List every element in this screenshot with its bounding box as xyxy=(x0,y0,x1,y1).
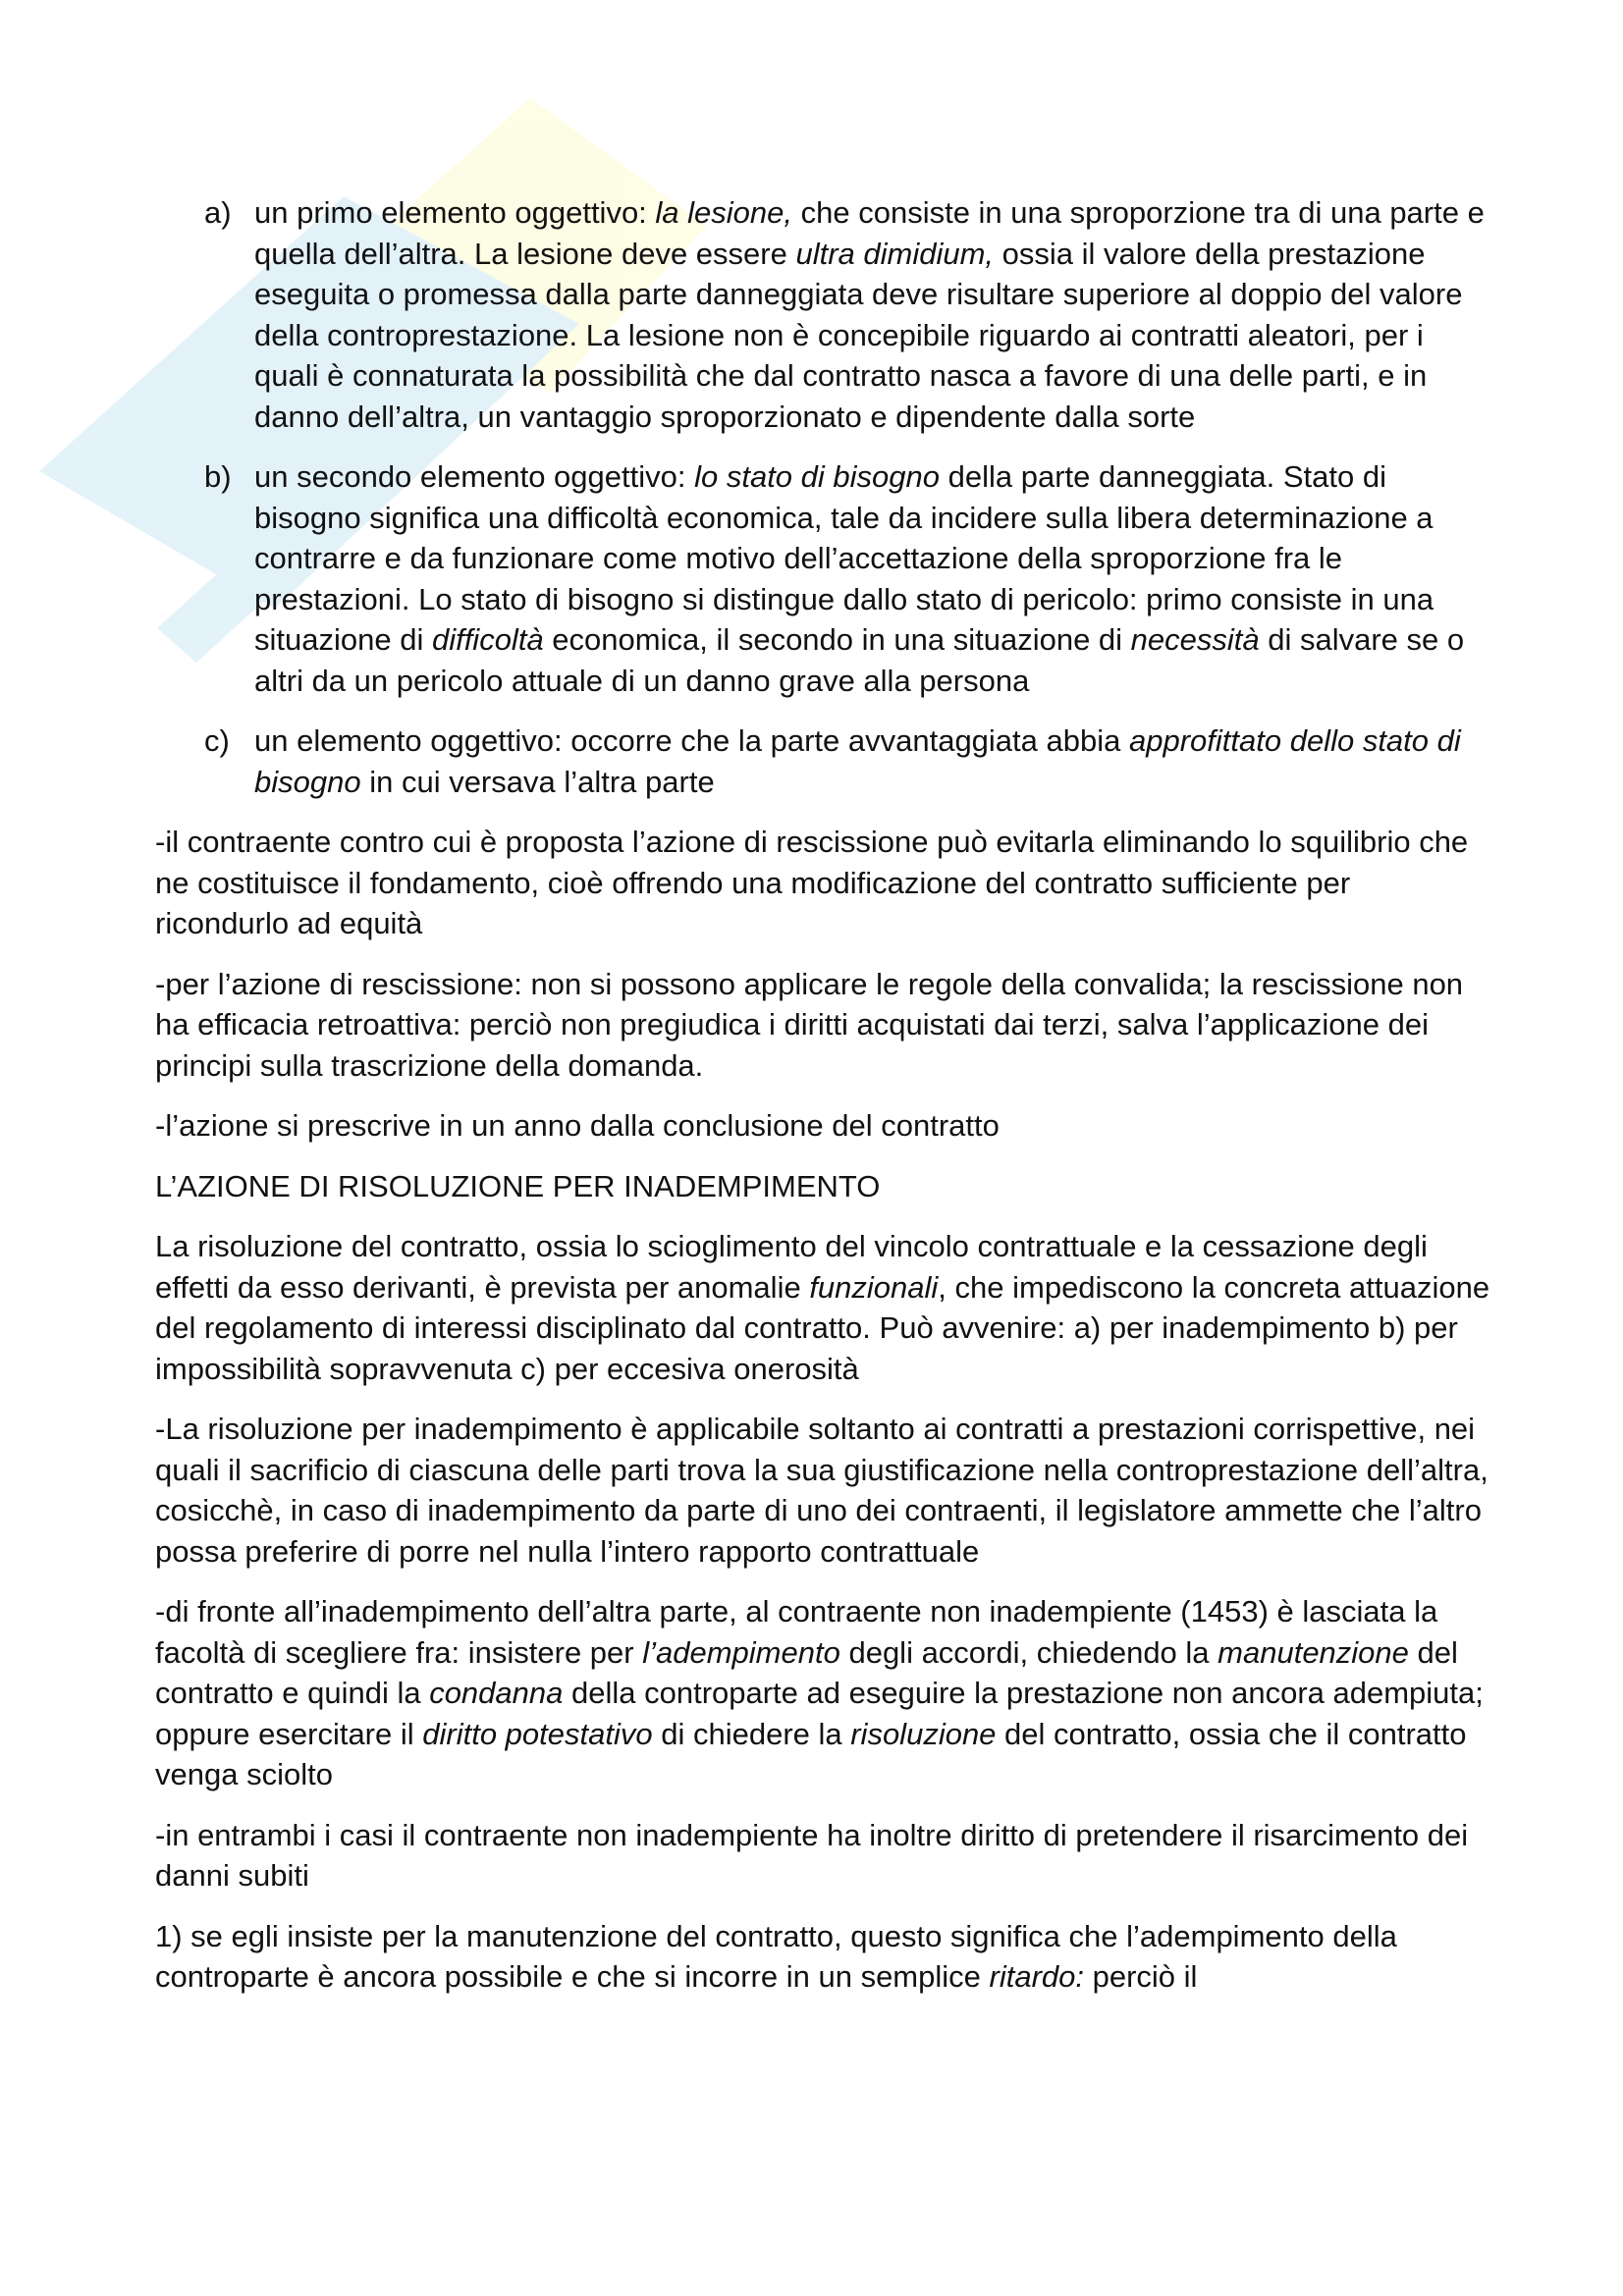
emphasis-text: risoluzione xyxy=(850,1716,997,1751)
emphasis-text: funzionali xyxy=(809,1269,939,1305)
emphasis-text: diritto potestativo xyxy=(422,1716,653,1751)
text-run: della controparte ad eseguire la prestazione non ancora adempiuta; oppure esercitare il xyxy=(155,1676,1484,1751)
text-run: -di fronte all’inadempimento dell’altra parte, al contraente non inadempiente (1453) è lasciata la facoltà di scegliere fra: insistere per xyxy=(155,1594,1438,1670)
text-run: di salvare se o altri da un pericolo attuale di un danno grave alla persona xyxy=(254,622,1465,698)
emphasis-text: ritardo: xyxy=(989,1959,1084,1994)
text-run: -per l’azione di rescissione: non si possono applicare le regole della convalida; la rescissione non ha efficacia retroattiva: perciò non pregiudica i diritti acquistati dai terzi, salva l’applicazione dei principi sulla trascrizione della domanda. xyxy=(155,966,1464,1083)
list-marker: b) xyxy=(204,459,232,494)
emphasis-text: manutenzione xyxy=(1217,1634,1409,1670)
text-run: 1) se egli insiste per la manutenzione del contratto, questo significa che l’adempimento della controparte è ancora possibile e che si incorre in un semplice xyxy=(155,1918,1397,1994)
document-page xyxy=(155,192,1490,2017)
list-item-text xyxy=(254,721,1490,802)
text-run: in cui versava l’altra parte xyxy=(360,764,715,799)
text-run: -La risoluzione per inadempimento è applicabile soltanto ai contratti a prestazioni corrispettive, nei quali il sacrificio di ciascuna delle parti trova la sua giustificazione nella controprestazione dell’altra, cosicchè, in caso di inadempimento da parte di uno dei contraenti, il legislatore ammette che l’altro possa preferire di porre nel nulla l’intero rapporto contrattuale xyxy=(155,1412,1488,1569)
list-item-text xyxy=(254,192,1490,437)
text-run: -in entrambi i casi il contraente non inadempiente ha inoltre diritto di pretendere il risarcimento dei danni subiti xyxy=(155,1817,1469,1893)
emphasis-text: la lesione, xyxy=(655,195,792,230)
text-run: perciò il xyxy=(1084,1959,1198,1994)
text-run: -l’azione si prescrive in un anno dalla conclusione del contratto xyxy=(155,1108,1000,1143)
text-run: L’AZIONE DI RISOLUZIONE PER INADEMPIMENTO xyxy=(155,1168,881,1203)
criteria-list xyxy=(155,192,1490,802)
text-run: degli accordi, chiedendo la xyxy=(839,1634,1218,1670)
emphasis-text: ultra dimidium, xyxy=(795,236,995,271)
paragraph xyxy=(155,1591,1490,1795)
text-run: -il contraente contro cui è proposta l’azione di rescissione può evitarla eliminando lo squilibrio che ne costituisce il fondamento, cioè offrendo una modificazione del contratto sufficiente per ricondurlo ad equità xyxy=(155,825,1469,940)
paragraph xyxy=(155,822,1490,944)
paragraph xyxy=(155,964,1490,1087)
text-run: un primo elemento oggettivo: xyxy=(254,195,656,230)
emphasis-text: approfittato dello stato di bisogno xyxy=(254,723,1461,799)
text-run: ossia il valore della prestazione eseguita o promessa dalla parte danneggiata deve risultare superiore al doppio del valore della controprestazione. La lesione non è concepibile riguardo ai contratti aleatori, per i quali è connaturata la possibilità che dal contratto nasca a favore di una delle parti, e in danno dell’altra, un vantaggio sproporzionato e dipendente dalla sorte xyxy=(254,236,1463,434)
body-paragraphs xyxy=(155,822,1490,1998)
text-run: del contratto e quindi la xyxy=(155,1634,1458,1710)
paragraph xyxy=(155,1409,1490,1572)
text-run: La risoluzione del contratto, ossia lo scioglimento del vincolo contrattuale e la cessazione degli effetti da esso derivanti, è prevista per anomalie xyxy=(155,1229,1428,1305)
paragraph xyxy=(155,1916,1490,1998)
paragraph xyxy=(155,1815,1490,1896)
emphasis-text: l’adempimento xyxy=(642,1634,840,1670)
list-marker: a) xyxy=(204,195,232,230)
emphasis-text: lo stato di bisogno xyxy=(694,459,940,494)
text-run: economica, il secondo in una situazione di xyxy=(543,622,1131,657)
text-run: un secondo elemento oggettivo: xyxy=(254,459,695,494)
text-run: di chiedere la xyxy=(652,1716,851,1751)
list-item xyxy=(155,721,1490,802)
text-run: del contratto, ossia che il contratto venga sciolto xyxy=(155,1716,1467,1791)
list-item xyxy=(155,456,1490,701)
emphasis-text: necessità xyxy=(1130,622,1260,657)
section-heading xyxy=(155,1166,1490,1207)
emphasis-text: difficoltà xyxy=(431,622,544,657)
text-run: della parte danneggiata. Stato di bisogno significa una difficoltà economica, tale da incidere sulla libera determinazione a contrarre e da funzionare come motivo dell’accettazione della sproporzione fra le prestazioni. Lo stato di bisogno si distingue dallo stato di pericolo: primo consiste in una situazione di xyxy=(254,459,1434,657)
text-run: , che impediscono la concreta attuazione del regolamento di interessi disciplinato dal contratto. Può avvenire: a) per inadempimento b) per impossibilità sopravvenuta c) per eccesiva onerosità xyxy=(155,1269,1490,1386)
paragraph xyxy=(155,1105,1490,1147)
paragraph xyxy=(155,1226,1490,1389)
text-run: che consiste in una sproporzione tra di una parte e quella dell’altra. La lesione deve essere xyxy=(254,195,1485,271)
list-item-text xyxy=(254,456,1490,701)
text-run: un elemento oggettivo: occorre che la parte avvantaggiata abbia xyxy=(254,723,1129,758)
emphasis-text: condanna xyxy=(429,1676,564,1710)
list-marker: c) xyxy=(204,723,230,758)
list-item xyxy=(155,192,1490,437)
